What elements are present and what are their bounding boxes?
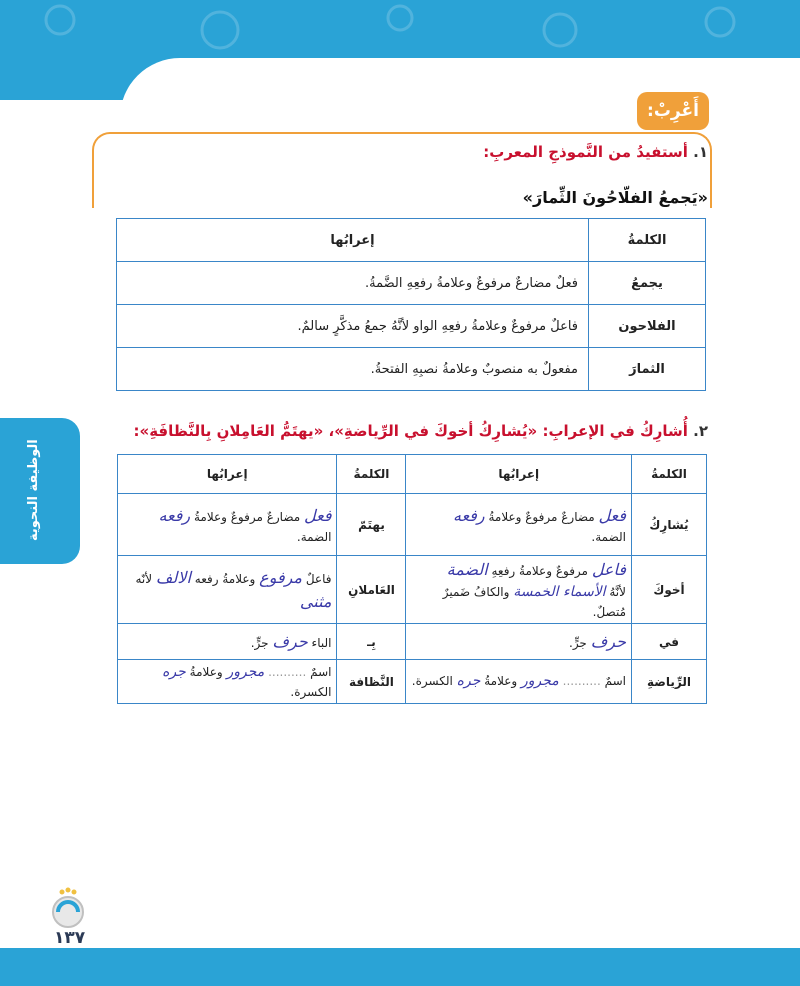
parse-text: الكسرة. <box>290 685 332 699</box>
section-badge: أَعْرِبْ: <box>637 92 709 130</box>
question-2-number: ٢. <box>693 422 708 440</box>
handwritten-answer: جره <box>162 664 186 680</box>
header-word: الكلمةُ <box>589 219 706 262</box>
parse-text: الضمة. <box>296 529 332 544</box>
parse-cell <box>406 624 632 660</box>
parse-cell <box>406 556 632 624</box>
parse-text: جرٍّ. <box>569 635 587 650</box>
question-1-number: ١. <box>693 143 708 161</box>
parse-text: جرٍّ. <box>250 635 269 650</box>
word-cell: الرِّياضةِ <box>632 660 707 704</box>
parse-cell <box>118 494 337 556</box>
word-cell: يُشارِكُ <box>632 494 707 556</box>
parse-text: لأنَّهُ <box>609 585 626 599</box>
handwritten-answer: مجرور <box>226 664 265 680</box>
footer-white-curve <box>0 908 800 948</box>
table-header-row <box>117 219 706 262</box>
table-row <box>117 262 706 305</box>
parse-text: الضمة. <box>591 529 626 544</box>
handwritten-answer: جره <box>456 673 481 689</box>
parse-cell <box>406 660 632 704</box>
parse-cell <box>406 494 632 556</box>
handwritten-answer: فاعل <box>591 560 626 579</box>
parse-text: وعلامةُ رفعه <box>194 571 256 586</box>
publisher-logo-icon <box>48 886 88 930</box>
handwritten-answer: رفعه <box>452 505 485 525</box>
footer-band-lower <box>150 948 800 986</box>
question-1-instruction: أستفيدُ من النَّموذجِ المعربِ: <box>483 143 688 161</box>
parse-text: اسمٌ <box>604 674 626 688</box>
handwritten-answer: الأسماء الخمسة <box>513 584 606 600</box>
word-cell: العَاملانِ <box>337 556 406 624</box>
exercise-table <box>117 454 707 704</box>
word-cell: النَّظافة <box>337 660 406 704</box>
word-cell: يهتَمّ <box>337 494 406 556</box>
table-row <box>118 624 707 660</box>
question-1 <box>483 143 708 161</box>
word-cell: الفلاحون <box>589 305 706 348</box>
handwritten-answer: مثنى <box>299 591 332 611</box>
handwritten-answer: الالف <box>155 567 191 587</box>
parse-text: فاعلٌ <box>305 571 332 586</box>
parse-text: مرفوعٌ وعلامةُ رفعِهِ <box>491 564 588 578</box>
blank-line: .......... <box>268 665 307 679</box>
word-cell: في <box>632 624 707 660</box>
handwritten-answer: الضمة <box>446 560 488 579</box>
word-cell: أخوكَ <box>632 556 707 624</box>
table-row <box>118 660 707 704</box>
parse-cell <box>118 556 337 624</box>
parse-cell <box>118 624 337 660</box>
word-cell: الثمارَ <box>589 348 706 391</box>
parse-cell <box>118 660 337 704</box>
question-2-instruction: أُشارِكُ في الإعرابِ: «يُشارِكُ أخوكَ في الرِّياضةِ»، «يهتَمُّ العَامِلانِ بِالنَّظافَةِ»: <box>133 422 688 440</box>
parse-text: الكسرة. <box>411 674 453 688</box>
handwritten-answer: مجرور <box>521 673 559 689</box>
page-number: ١٣٧ <box>54 928 86 948</box>
handwritten-answer: رفعه <box>158 505 191 525</box>
parse-cell: فاعلٌ مرفوعٌ وعلامةُ رفعِهِ الواو لأنَّهُ جمعُ مذكَّرٍ سالمٌ. <box>117 305 589 348</box>
blank-line: .......... <box>562 674 601 688</box>
word-cell: بِـ <box>337 624 406 660</box>
table-row <box>118 556 707 624</box>
header-word-b: الكلمةُ <box>337 455 406 494</box>
table-row <box>117 305 706 348</box>
header-parse-a: إعرابُها <box>406 455 632 494</box>
parse-text: مضارعٌ مرفوعٌ وعلامةُ <box>488 509 595 524</box>
parse-text: مضارعٌ مرفوعٌ وعلامةُ <box>193 509 301 524</box>
parse-text: لأنّه <box>135 571 153 586</box>
header-parse: إعرابُها <box>117 219 589 262</box>
parse-text: اسمٌ <box>310 665 332 679</box>
table-header-row <box>118 455 707 494</box>
parse-text: والكافُ ضَميرٌ مُتصلٌ. <box>442 585 626 619</box>
parse-cell: فعلٌ مضارعٌ مرفوعٌ وعلامةُ رفعِهِ الضَّمةُ. <box>117 262 589 305</box>
example-table <box>116 218 706 391</box>
decorative-pattern-icon <box>0 0 800 60</box>
handwritten-answer: فعل <box>598 505 626 525</box>
parse-cell: مفعولٌ به منصوبٌ وعلامةُ نصبِهِ الفتحةُ. <box>117 348 589 391</box>
parse-text: الباء <box>311 635 332 650</box>
header-parse-b: إعرابُها <box>118 455 337 494</box>
table-row <box>117 348 706 391</box>
handwritten-answer: حرف <box>590 631 626 651</box>
parse-text: وعلامةُ <box>189 665 223 679</box>
handwritten-answer: مرفوع <box>259 567 302 587</box>
header-word-a: الكلمةُ <box>632 455 707 494</box>
handwritten-answer: فعل <box>303 505 332 525</box>
example-sentence: «يَجمعُ الفلّاحُونَ الثِّمارَ» <box>522 188 708 207</box>
handwritten-answer: حرف <box>272 631 308 651</box>
word-cell: يجمعُ <box>589 262 706 305</box>
side-tab-label: الوظيفة النحوية <box>26 439 41 541</box>
table-row <box>118 494 707 556</box>
question-2 <box>134 422 709 440</box>
parse-text: وعلامةُ <box>484 674 518 688</box>
